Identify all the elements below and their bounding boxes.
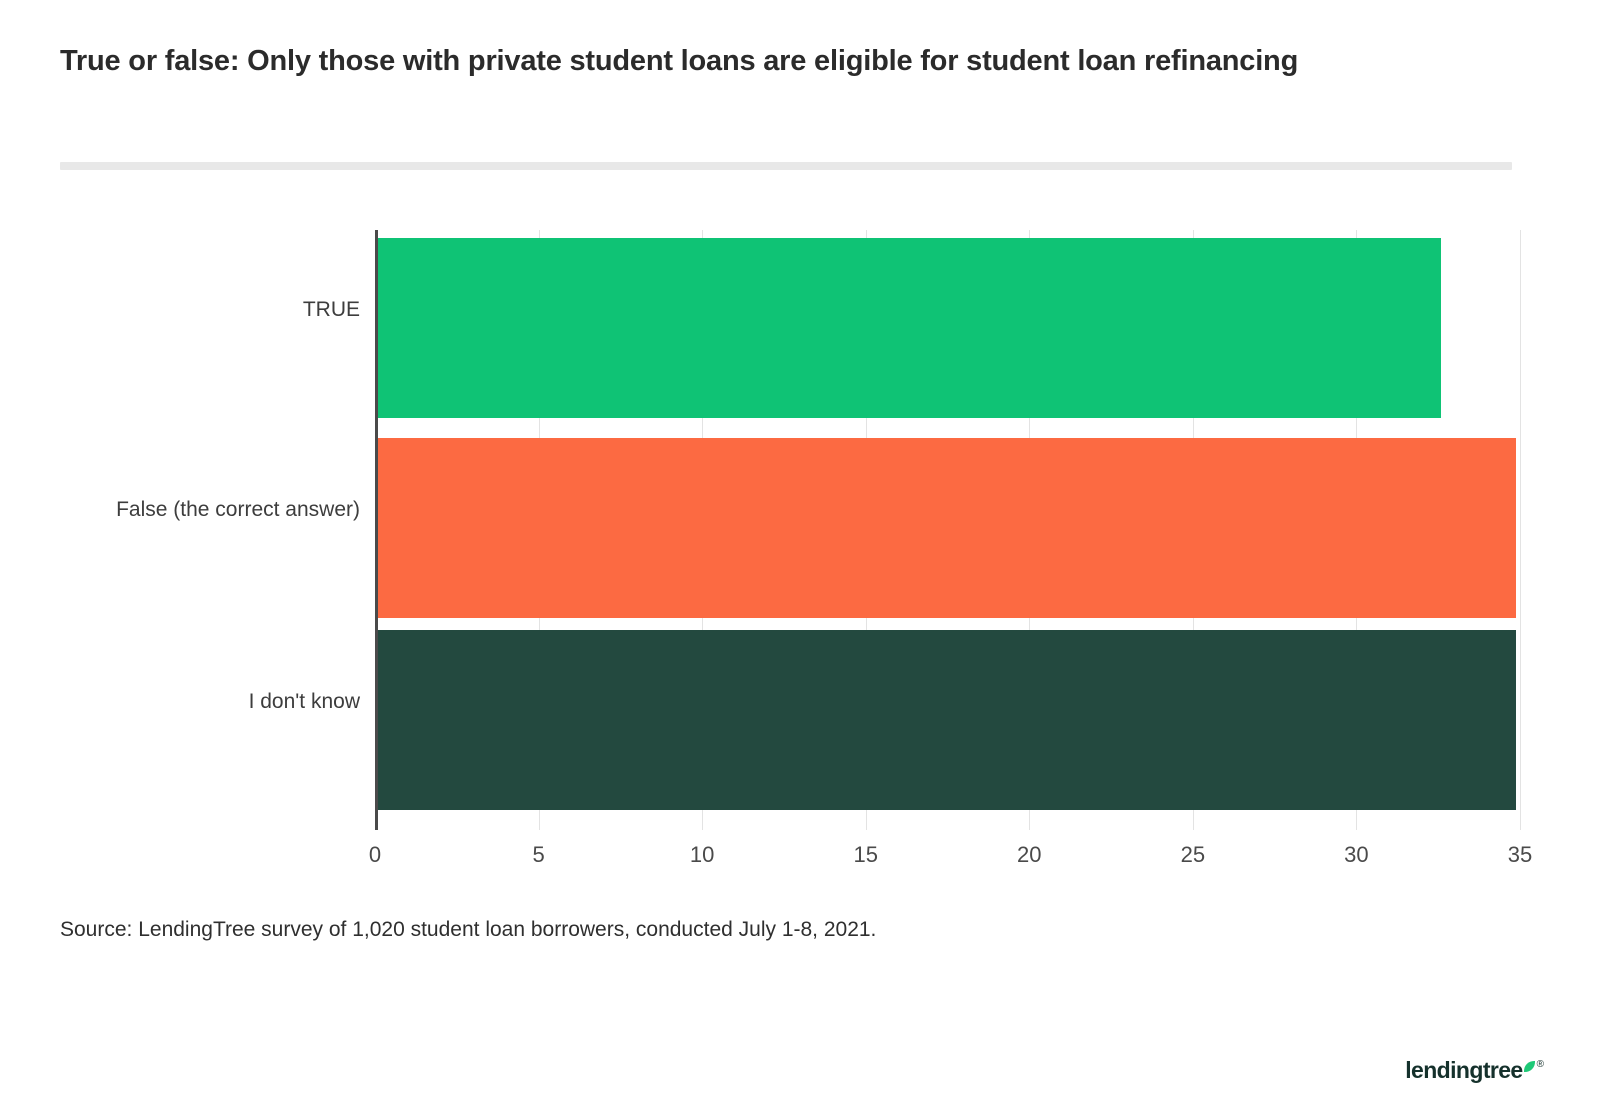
chart-container <box>60 210 1533 870</box>
x-tick-label: 30 <box>1344 842 1369 867</box>
lendingtree-logo <box>1405 1059 1544 1082</box>
bar-idontknow <box>378 630 1516 810</box>
gridline <box>1520 230 1521 830</box>
category-label: False (the correct answer) <box>116 498 360 521</box>
trademark-symbol: ® <box>1536 1059 1544 1070</box>
title-divider <box>60 162 1512 170</box>
logo-text: lendingtree <box>1405 1057 1523 1083</box>
x-tick-label: 25 <box>1180 842 1206 867</box>
x-tick-label: 10 <box>689 842 715 867</box>
x-tick-label: 15 <box>853 842 878 867</box>
category-label: TRUE <box>302 298 360 321</box>
category-label: I don't know <box>248 690 360 713</box>
x-tick-label: 0 <box>368 842 382 867</box>
x-tick-label: 35 <box>1507 842 1533 867</box>
source-note: Source: LendingTree survey of 1,020 student loan borrowers, conducted July 1-8, 2021. <box>60 918 877 941</box>
leaf-icon <box>1524 1061 1535 1072</box>
x-tick-label: 20 <box>1017 842 1042 867</box>
bar-false <box>378 438 1516 618</box>
x-tick-label: 5 <box>532 842 545 867</box>
plot-area <box>368 230 1533 867</box>
page-title: True or false: Only those with private student loans are eligible for student loan refinancing <box>60 45 1299 77</box>
bar-true <box>378 238 1441 418</box>
